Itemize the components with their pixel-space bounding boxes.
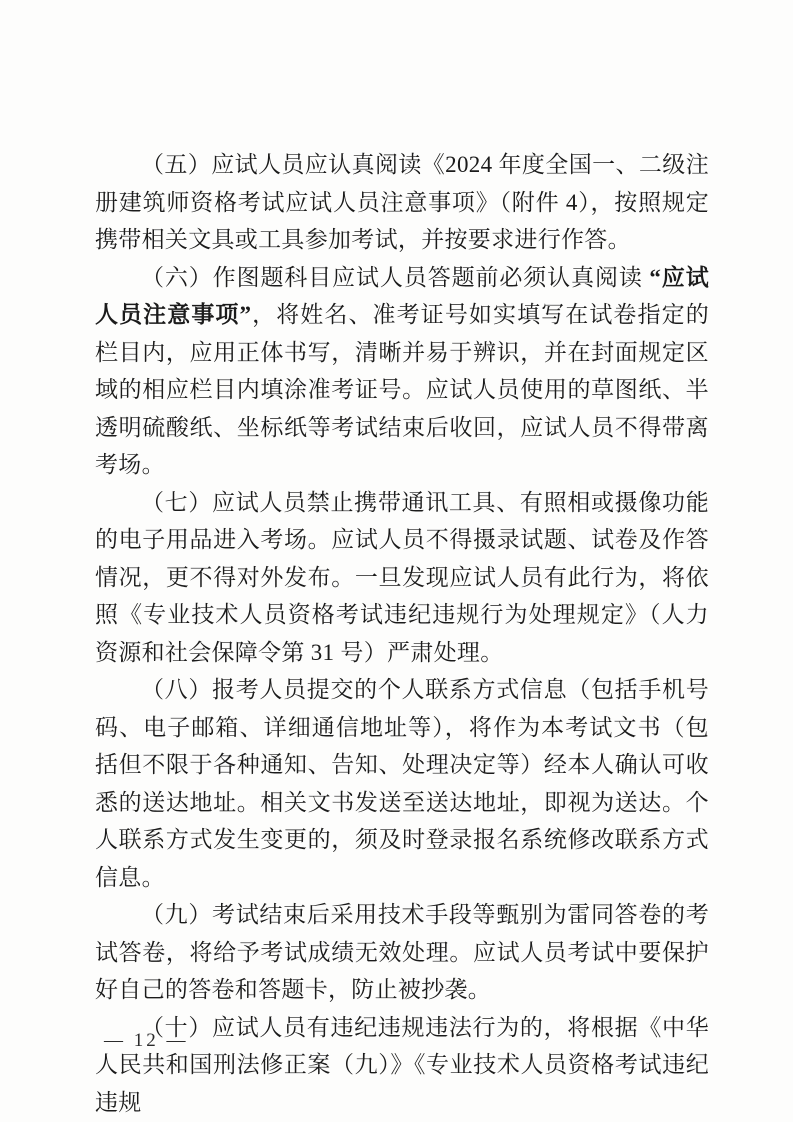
paragraph-item-9: （九）考试结束后采用技术手段等甄别为雷同答卷的考试答卷，将给予考试成绩无效处理。应试人员考试中要保护好自己的答卷和答题卡，防止被抄袭。 <box>95 902 709 1002</box>
paragraph-6-text-before-bold: （六）作图题科目应试人员答题前必须认真阅读 <box>141 264 650 290</box>
paragraph-6-text-after-bold: ，将姓名、准考证号如实填写在试卷指定的栏目内，应用正体书写，清晰并易于辨识，并在封面规定区域的相应栏目内填涂准考证号。应试人员使用的草图纸、半透明硫酸纸、坐标纸等考试结束后收回，应试人员不得带离考场。 <box>95 302 709 477</box>
paragraph-item-5: （五）应试人员应认真阅读《2024 年度全国一、二级注册建筑师资格考试应试人员注意事项》（附件 4），按照规定携带相关文具或工具参加考试，并按要求进行作答。 <box>95 152 709 252</box>
paragraph-item-8: （八）报考人员提交的个人联系方式信息（包括手机号码、电子邮箱、详细通信地址等），将作为本考试文书（包括但不限于各种通知、告知、处理决定等）经本人确认可收悉的送达地址。相关文书发送至送达地址，即视为送达。个人联系方式发生变更的，须及时登录报名系统修改联系方式信息。 <box>95 677 709 890</box>
page-number: — 12 — <box>104 1030 189 1051</box>
paragraph-item-7: （七）应试人员禁止携带通讯工具、有照相或摄像功能的电子用品进入考场。应试人员不得摄录试题、试卷及作答情况，更不得对外发布。一旦发现应试人员有此行为，将依照《专业技术人员资格考试违纪违规行为处理规定》（人力资源和社会保障令第 31 号）严肃处理。 <box>95 489 709 665</box>
document-body <box>95 146 709 1121</box>
paragraph-item-6 <box>95 259 709 484</box>
paragraph-item-10: （十）应试人员有违纪违规违法行为的，将根据《中华人民共和国刑法修正案（九）》《专业技术人员资格考试违纪违规 <box>95 1014 709 1115</box>
paragraph-6-bold-phrase: “应试人员注意事项” <box>95 264 709 327</box>
